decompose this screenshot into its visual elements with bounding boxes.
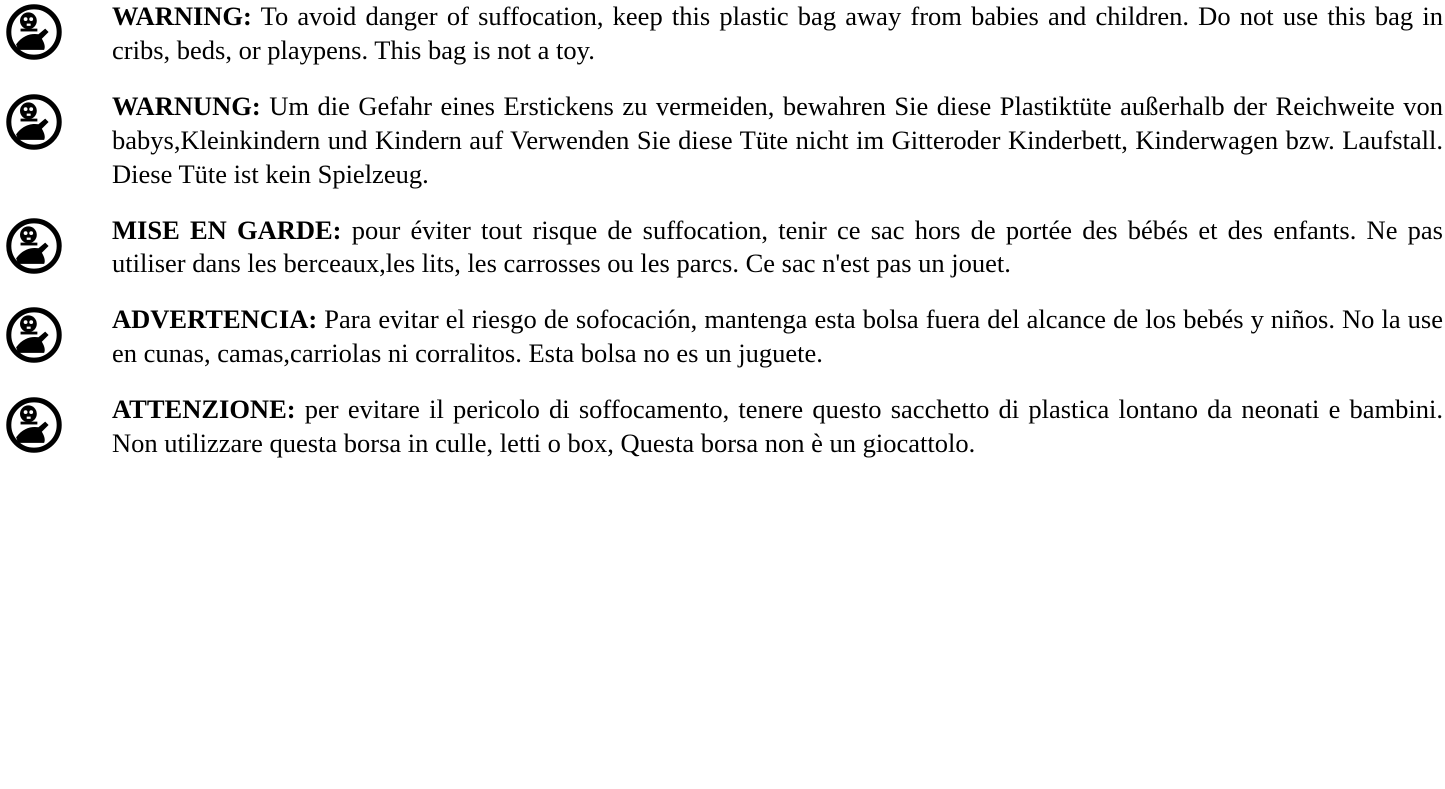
warning-block-english [0, 0, 1445, 68]
warning-block-french [0, 214, 1445, 282]
warning-body: Para evitar el riesgo de sofocación, mantenga esta bolsa fuera del alcance de los bebés y niños. No la use en cunas, camas,carriolas ni corralitos. Esta bolsa no es un juguete. [112, 304, 1443, 369]
suffocation-hazard-icon [6, 307, 62, 363]
warning-text-french [112, 214, 1445, 282]
suffocation-hazard-icon-cell [0, 303, 112, 363]
warning-block-german [0, 90, 1445, 192]
warning-body: To avoid danger of suffocation, keep this plastic bag away from babies and children. Do not use this bag in cribs, beds, or playpens. This bag is not a toy. [112, 1, 1443, 65]
suffocation-hazard-icon-cell [0, 0, 112, 60]
warning-text-english [112, 0, 1445, 68]
suffocation-hazard-icon [6, 94, 62, 150]
warning-text-italian [112, 393, 1445, 461]
warning-text-german [112, 90, 1445, 192]
suffocation-hazard-icon-cell [0, 90, 112, 150]
warning-keyword: ATTENZIONE: [112, 394, 296, 425]
suffocation-hazard-icon [6, 218, 62, 274]
warning-keyword: WARNUNG: [112, 90, 261, 121]
warning-keyword: MISE EN GARDE: [112, 214, 342, 245]
warning-text-spanish [112, 303, 1445, 371]
warning-block-spanish [0, 303, 1445, 371]
warning-body: pour éviter tout risque de suffocation, tenir ce sac hors de portée des bébés et des enfants. Ne pas utiliser dans les berceaux,les lits, les carrosses ou les parcs. Ce sac n'est pas un jouet. [112, 214, 1443, 279]
suffocation-hazard-icon-cell [0, 393, 112, 453]
warning-body: per evitare il pericolo di soffocamento, tenere questo sacchetto di plastica lontano da neonati e bambini. Non utilizzare questa borsa in culle, letti o box, Questa borsa non è un giocattolo. [112, 394, 1443, 459]
warning-block-italian [0, 393, 1445, 461]
warning-keyword: ADVERTENCIA: [112, 304, 318, 335]
suffocation-hazard-icon [6, 397, 62, 453]
warning-body: Um die Gefahr eines Erstickens zu vermeiden, bewahren Sie diese Plastiktüte außerhalb der Reichweite von babys,Kleinkindern und Kindern auf Verwenden Sie diese Tüte nicht im Gitteroder Kinderbett, Kinderwagen bzw. Laufstall. Diese Tüte ist kein Spielzeug. [112, 90, 1443, 189]
suffocation-hazard-icon-cell [0, 214, 112, 274]
warning-keyword: WARNING: [112, 1, 252, 31]
suffocation-hazard-icon [6, 4, 62, 60]
